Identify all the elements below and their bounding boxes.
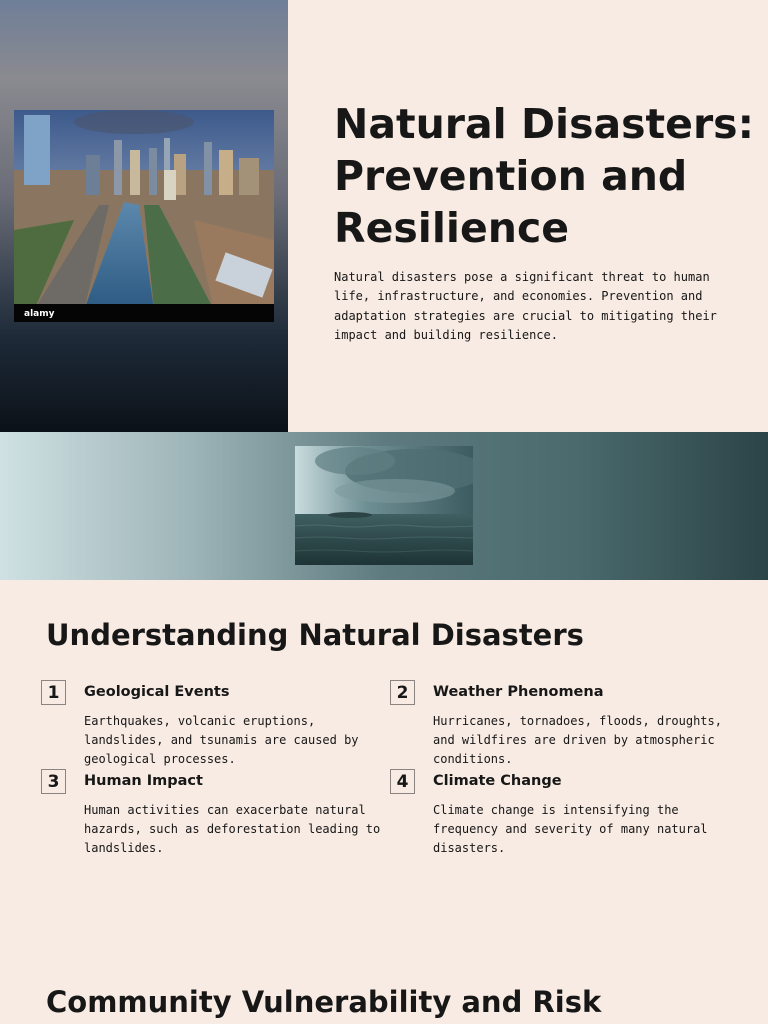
storm-over-sea-photo <box>295 446 473 565</box>
item-number-badge: 4 <box>390 769 415 794</box>
item-title: Human Impact <box>84 773 203 789</box>
item-number-badge: 2 <box>390 680 415 705</box>
item-number-badge: 1 <box>41 680 66 705</box>
page-title: Natural Disasters: Prevention and Resilience <box>334 100 754 252</box>
item-title: Climate Change <box>433 773 562 789</box>
item-description: Human activities can exacerbate natural hazards, such as deforestation leading to landslides. <box>84 803 381 855</box>
hero-description: Natural disasters pose a significant threat to human life, infrastructure, and economies. Prevention and adaptation strategies are crucial to mitigating their impact and building resilience. <box>334 270 717 342</box>
city-aerial-photo <box>14 110 274 322</box>
understanding-section-title: Understanding Natural Disasters <box>46 618 584 652</box>
item-title: Geological Events <box>84 684 230 700</box>
community-section-title: Community Vulnerability and Risk <box>46 985 602 1019</box>
item-description: Climate change is intensifying the frequency and severity of many natural disasters. <box>433 803 708 855</box>
photo-watermark: alamy <box>24 309 55 319</box>
item-title: Weather Phenomena <box>433 684 604 700</box>
hero-image-panel <box>0 0 288 432</box>
item-description: Hurricanes, tornadoes, floods, droughts, and wildfires are driven by atmospheric conditions. <box>433 714 722 766</box>
storm-banner <box>0 432 768 580</box>
item-description: Earthquakes, volcanic eruptions, landslides, and tsunamis are caused by geological processes. <box>84 714 359 766</box>
item-number-badge: 3 <box>41 769 66 794</box>
